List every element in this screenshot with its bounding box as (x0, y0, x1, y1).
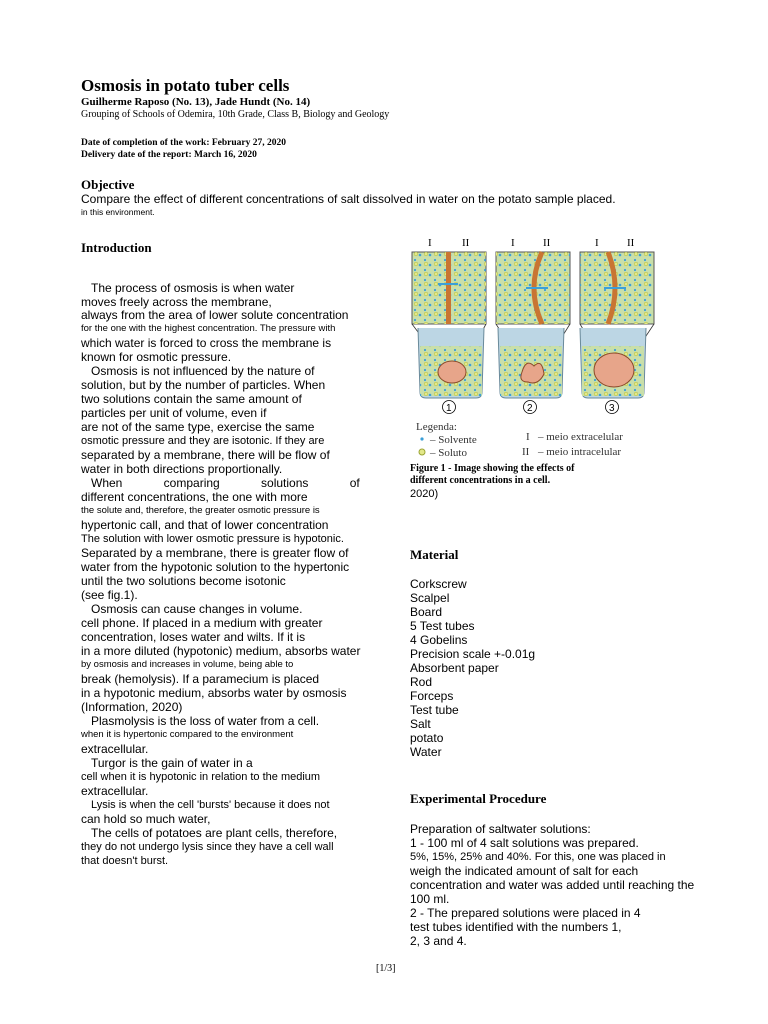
beaker-3 (580, 328, 646, 398)
zoom-panel-2 (496, 252, 570, 324)
procedure-heading: Experimental Procedure (410, 791, 547, 806)
intro-line: hypertonic call, and that of lower concentration (81, 518, 329, 532)
intro-line: (Information, 2020) (81, 700, 183, 714)
completion-date: Date of completion of the work: February 27, 2020 (81, 138, 287, 148)
intro-line: extracellular. (81, 784, 149, 798)
figure-caption-line-2: different concentrations in a cell. (410, 475, 551, 486)
intro-line: The process of osmosis is when water (91, 281, 295, 295)
intro-line: which water is forced to cross the membrane is (81, 336, 332, 350)
intro-line: osmotic pressure and they are isotonic. If they are (81, 435, 325, 447)
legend-intracellular: – meio intracelular (538, 446, 622, 458)
material-item: Absorbent paper (410, 661, 499, 675)
zoom-panel-1 (412, 252, 486, 324)
beaker-number-1: 1 (446, 403, 452, 414)
intro-line: The cells of potatoes are plant cells, therefore, (91, 826, 338, 840)
objective-text: Compare the effect of different concentrations of salt dissolved in water on the potato sample placed. (81, 192, 616, 206)
intro-line: break (hemolysis). If a paramecium is placed (81, 672, 320, 686)
panel-3-label-II: II (627, 237, 635, 249)
intro-line: always from the area of lower solute concentration (81, 308, 349, 322)
zoom-panel-3 (580, 252, 654, 324)
material-item: Salt (410, 717, 431, 731)
procedure-line: 2 - The prepared solutions were placed in 4 (410, 906, 641, 920)
solvent-icon (420, 437, 423, 440)
legend-solute: – Soluto (430, 447, 467, 459)
legend-extracellular: – meio extracelular (538, 431, 623, 443)
material-item: Water (410, 745, 442, 759)
intro-line: that doesn't burst. (81, 855, 169, 867)
delivery-date: Delivery date of the report: March 16, 2020 (81, 150, 257, 160)
legend-I-label: I (526, 431, 530, 443)
intro-line-justified (91, 476, 361, 490)
legend-title: Legenda: (416, 421, 457, 433)
intro-line: in a more diluted (hypotonic) medium, absorbs water (81, 644, 361, 658)
intro-line: in a hypotonic medium, absorbs water by osmosis (81, 686, 347, 700)
beaker-number-2: 2 (527, 403, 533, 414)
intro-line: when it is hypertonic compared to the environment (81, 729, 294, 740)
objective-text-continued: in this environment. (81, 207, 155, 217)
procedure-line: 5%, 15%, 25% and 40%. For this, one was placed in (410, 851, 666, 863)
intro-line: extracellular. (81, 742, 149, 756)
intro-line: the solute and, therefore, the greater osmotic pressure is (81, 505, 320, 516)
procedure-line: concentration and water was added until reaching the (410, 878, 695, 892)
panel-3-label-I: I (595, 237, 599, 249)
intro-line: for the one with the highest concentration. The pressure with (81, 323, 336, 334)
procedure-line: 2, 3 and 4. (410, 934, 467, 948)
intro-line: different concentrations, the one with more (81, 490, 308, 504)
intro-line: Separated by a membrane, there is greater flow of (81, 546, 349, 560)
intro-line: Osmosis is not influenced by the nature of (91, 364, 315, 378)
material-item: Rod (410, 675, 433, 689)
panel-1-label-II: II (462, 237, 470, 249)
intro-line: moves freely across the membrane, (81, 295, 272, 309)
material-item: Board (410, 605, 443, 619)
material-item: Precision scale +-0.01g (410, 647, 536, 661)
intro-line: The solution with lower osmotic pressure is hypotonic. (81, 533, 344, 545)
document-title: Osmosis in potato tuber cells (81, 76, 290, 95)
intro-line: water from the hypotonic solution to the hypertonic (81, 560, 350, 574)
beaker-1 (418, 328, 484, 398)
procedure-line: weigh the indicated amount of salt for each (410, 864, 639, 878)
panel-2-label-I: I (511, 237, 515, 249)
word: When comparing solutions of (91, 476, 360, 490)
figure-caption-line-3: 2020) (410, 488, 439, 500)
intro-line: Plasmolysis is the loss of water from a cell. (91, 714, 320, 728)
intro-line: known for osmotic pressure. (81, 350, 232, 364)
procedure-line: test tubes identified with the numbers 1, (410, 920, 622, 934)
intro-line: Osmosis can cause changes in volume. (91, 602, 303, 616)
material-item: 5 Test tubes (410, 619, 475, 633)
material-item: Scalpel (410, 591, 450, 605)
material-item: potato (410, 731, 444, 745)
intro-line: until the two solutions become isotonic (81, 574, 286, 588)
material-item: 4 Gobelins (410, 633, 468, 647)
panel-2-label-II: II (543, 237, 551, 249)
intro-line: cell phone. If placed in a medium with greater (81, 616, 323, 630)
intro-line: separated by a membrane, there will be flow of (81, 448, 330, 462)
page-number: [1/3] (376, 963, 396, 974)
intro-line: by osmosis and increases in volume, being able to (81, 659, 294, 670)
intro-line: concentration, loses water and wilts. If it is (81, 630, 306, 644)
figure-legend (416, 421, 623, 459)
intro-line: Lysis is when the cell 'bursts' because it does not (91, 799, 330, 811)
procedure-line: 1 - 100 ml of 4 salt solutions was prepared. (410, 836, 639, 850)
introduction-heading: Introduction (81, 240, 152, 255)
legend-solvent: – Solvente (430, 434, 477, 446)
figure-caption-line-1: Figure 1 - Image showing the effects of (410, 463, 575, 474)
material-item: Forceps (410, 689, 454, 703)
panel-1-label-I: I (428, 237, 432, 249)
intro-line: can hold so much water, (81, 812, 211, 826)
material-heading: Material (410, 547, 459, 562)
intro-line: they do not undergo lysis since they have a cell wall (81, 841, 334, 853)
intro-line: particles per unit of volume, even if (81, 406, 267, 420)
procedure-line: Preparation of saltwater solutions: (410, 822, 591, 836)
intro-line: solution, but by the number of particles. When (81, 378, 326, 392)
intro-line: are not of the same type, exercise the same (81, 420, 315, 434)
material-item: Corkscrew (410, 577, 467, 591)
objective-heading: Objective (81, 177, 135, 192)
legend-II-label: II (522, 446, 530, 458)
authors: Guilherme Raposo (No. 13), Jade Hundt (No. 14) (81, 96, 311, 108)
procedure-line: 100 ml. (410, 892, 450, 906)
intro-line: (see fig.1). (81, 588, 138, 602)
beaker-number-3: 3 (609, 403, 615, 414)
intro-line: cell when it is hypotonic in relation to the medium (81, 771, 321, 783)
intro-line: water in both directions proportionally. (81, 462, 283, 476)
intro-line: Turgor is the gain of water in a (91, 756, 253, 770)
osmosis-figure (408, 232, 656, 462)
intro-line: two solutions contain the same amount of (81, 392, 302, 406)
school-info: Grouping of Schools of Odemira, 10th Grade, Class B, Biology and Geology (81, 109, 390, 120)
beaker-2 (498, 328, 564, 398)
solute-icon (419, 449, 425, 455)
material-item: Test tube (410, 703, 459, 717)
